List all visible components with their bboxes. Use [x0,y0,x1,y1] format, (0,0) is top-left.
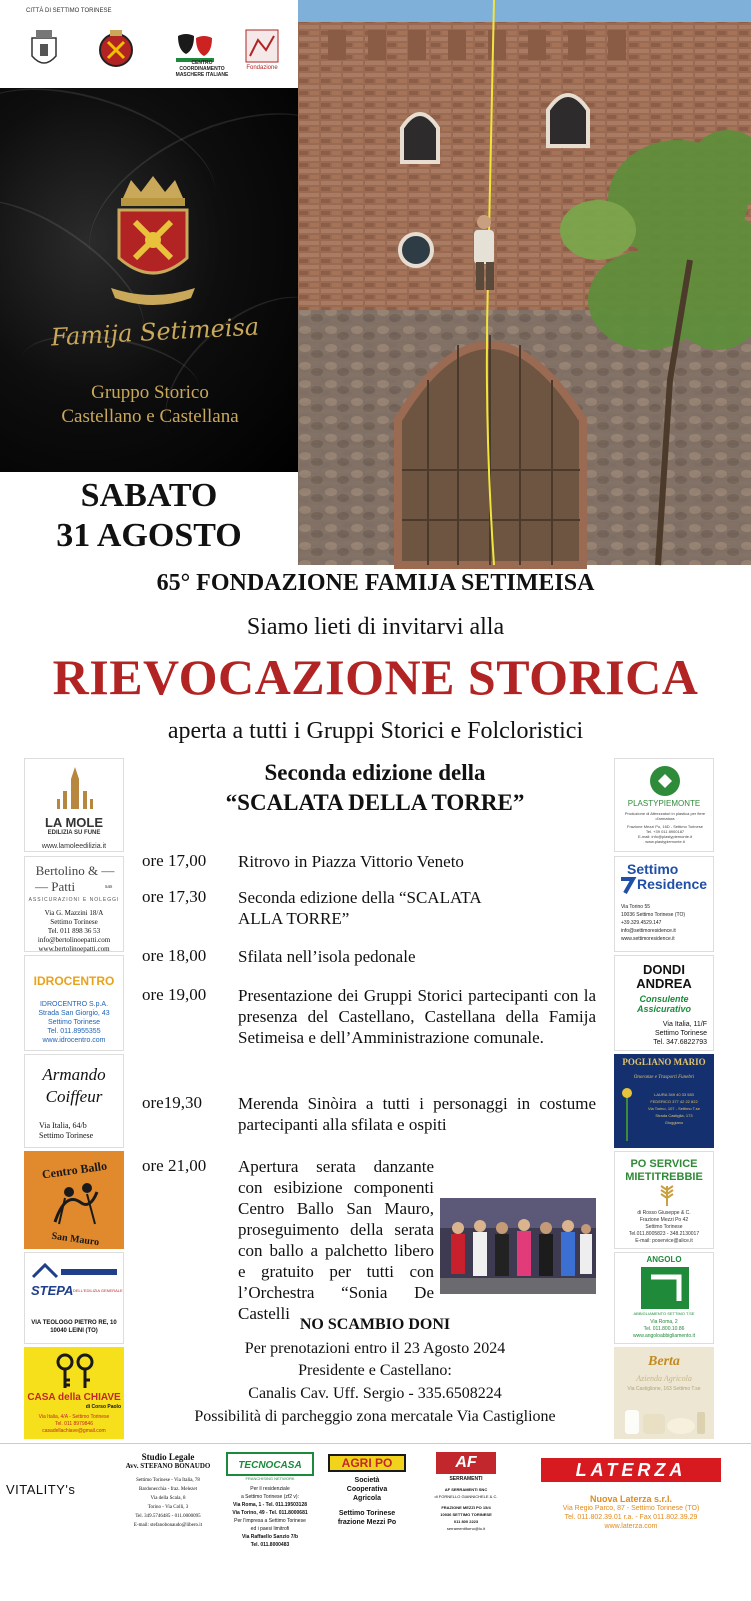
tecnocasa-l8: Tel. 011.8000483 [250,1542,290,1548]
armando-details [39,1121,93,1141]
angolo-tel: Tel. 011.800.10.86 [643,1326,685,1332]
plasty-details [619,811,711,844]
tecnocasa-sub: FRANCHISING NETWORK [245,1476,295,1481]
idrocentro-details [25,1000,123,1045]
programme-time: ore19,30 [142,1093,202,1112]
idrocentro-l4: Tel. 011.8955355 [47,1028,101,1035]
pogliano-l5: Gioggiano [664,1120,684,1125]
famija-setimeisa-script: Famija Setimeisa [50,312,260,352]
programme-text: Seconda edizione della “SCALATA ALLA TORRE” [238,888,481,928]
invito-line: Siamo lieti di invitarvi alla [246,614,505,640]
pogliano-flower-icon [621,1085,633,1141]
programme-text: Ritrovo in Piazza Vittorio Veneto [238,852,464,871]
af-l3: FRAZIONE MEZZI PO 15/4 [441,1505,491,1510]
af-l2: di FORNELLO GIANNICHELE & C. [434,1494,498,1499]
parcheggio-line: Possibilità di parcheggio zona mercatale Via Castiglione [194,1408,556,1425]
studio-l4: Torino - Via Colli, 3 [147,1505,189,1510]
angolo-details [615,1319,713,1340]
berta-addr: Via Castiglione, 163 Settimo T.se [627,1386,701,1392]
dondi-addr1: Via Italia, 11/F [662,1021,707,1028]
sponsor-pogliano [614,1054,714,1148]
bertolino-details [25,909,123,954]
studio-details [118,1476,218,1530]
tower-photo [298,0,751,565]
idrocentro-l1: IDROCENTRO S.p.A. [39,1001,109,1008]
programme-time: ore 21,00 [142,1156,207,1175]
settimo-web: www.settimoresidence.it [621,936,675,942]
laterza-l4: www.laterza.com [604,1523,658,1530]
agripo-l3: Agricola [352,1495,381,1502]
programme-text: Presentazione dei Gruppi Storici partecipanti con la presenza del Castellano, Castellana della Famija Setimeisa e dell’Amministrazione comunale. [238,986,596,1047]
settimo-name2: Residence [637,876,708,892]
af-l1: AF SERRAMENTI SNC [444,1487,488,1492]
prenotazioni-line: Per prenotazioni entro il 23 Agosto 2024 [244,1340,506,1357]
famija-round-crest-icon [98,26,134,72]
agripo-name: AGRI PO [328,1454,406,1472]
agripo-l1: Società [354,1477,380,1484]
tecnocasa-name: TECNOCASA [238,1460,302,1471]
gruppo-storico-line: Gruppo Storico [91,382,209,403]
idrocentro-l2: Strada San Giorgio, 43 [38,1010,110,1017]
bertolino-tel: Tel. 011 898 36 53 [47,927,101,935]
programme-text-main: Apertura serata danzante con esibizione componenti Centro Ballo San Mauro, proseguimento della serata con ballo a palchetto libero e gratuito per tutti con l’Orchestra “Sonia De Castelli [238,1157,434,1323]
po-service-l1: di Rosso Giuseppe & C. [637,1210,691,1216]
centro-ballo-top: Centro Ballo [41,1158,108,1182]
plasty-tel: Tel. +39 011 8900187 [645,829,685,834]
dondi-role1: Consulente [639,994,689,1004]
casa-details [25,1414,123,1435]
settimo-mail: info@settimoresidence.it [621,928,676,934]
bertolino-web: www.bertolinoepatti.com [38,945,110,953]
settimo-city-crest-icon [26,26,62,72]
tecnocasa-l5: Per l'impresa a Settimo Torinese [234,1518,306,1524]
dondi-details [615,1020,707,1047]
tower-climb-image [298,0,751,565]
pogliano-l4: Strada Castiglia, 173 [655,1113,693,1118]
pogliano-l1: LAURA 349 40 33 583 [654,1092,694,1097]
af-l5: 011 800 2223 [453,1519,479,1524]
studio-l6: E-mail: stefanobonaudo@libero.it [133,1523,203,1528]
maschere-label: CENTRO COORDINAMENTO MASCHERE ITALIANE [175,60,229,78]
laterza-l1: Nuova Laterza s.r.l. [589,1494,673,1504]
af-l6: serramentiforno@lo.it [446,1526,486,1531]
dancers-photo [440,1198,596,1294]
settimo-addr1: Via Torino 55 [621,904,651,910]
dondi-name2: ANDREA [636,976,692,991]
fondazione-heading: 65° FONDAZIONE FAMIJA SETIMEISA [156,570,595,596]
agripo-details [322,1476,412,1527]
po-service-name2: MIETITREBBIE [625,1171,703,1183]
sponsor-berta [614,1347,714,1439]
stepa-sub: DELL'EDILIZIA GENERALE [73,1288,123,1293]
berta-name: Berta [648,1354,680,1369]
pogliano-l3: Via Torino, 107 - Settimo T.se [647,1106,701,1111]
keys-icon [53,1352,97,1390]
stepa-name: STEPA [31,1283,74,1298]
laterza-details [518,1504,744,1531]
tecnocasa-l6: ed i paesi limitrofi [250,1526,290,1532]
wheat-icon [655,1184,679,1206]
angolo-name: ANGOLO [646,1255,682,1264]
pogliano-name: POGLIANO MARIO [622,1057,706,1067]
po-service-l2: Frazione Mezzi Po 42 [639,1217,689,1223]
studio-name1: Studio Legale [141,1452,195,1462]
armando-name1: Armando [42,1065,106,1084]
angolo-logo-icon [641,1267,689,1309]
bertolino-addr1: Via G. Mazzini 18/A [44,909,104,917]
sponsor-plasty [614,758,714,852]
pogliano-l2: FEDERICO 377 42 22 822 [650,1099,698,1104]
bertolino-tag: ASSICURAZIONI E NOLEGGI [28,897,120,903]
sponsor-po-service [614,1151,714,1249]
bertolino-name1: Bertolino & — [35,863,115,878]
tecnocasa-l1: Per il residenziale [250,1486,290,1492]
sponsor-studio-legale [118,1452,218,1552]
dondi-role2: Assicurativo [636,1004,692,1014]
tecnocasa-l4: Via Torino, 49 - Tel. 011.8000681 [232,1510,308,1516]
presidente-line: Presidente e Castellano: [298,1362,452,1379]
laterza-l3: Tel. 011.802.39.01 r.a. - Fax 011.802.39.29 [564,1514,698,1521]
studio-l5: Tel. 349.5746485 - 011.0000095 [135,1514,201,1519]
settimo-seven-icon [619,877,635,895]
agripo-l2: Cooperativa [346,1486,388,1493]
dondi-name1: DONDI [643,962,685,977]
event-date-block [0,472,298,562]
angolo-addr: Via Roma, 2 [650,1319,678,1325]
po-service-l5: E-mail: poservice@alice.it [635,1238,693,1244]
programme-time: ore 17,00 [142,851,207,870]
programme-time: ore 18,00 [142,946,207,965]
sponsor-centro-ballo [24,1151,124,1249]
tecnocasa-l2: a Settimo Torinese (zf2 v): [241,1494,299,1500]
armando-addr1: Via Italia, 64/b [39,1121,87,1130]
sponsor-laterza [518,1452,744,1552]
logo-caption: CITTÀ DI SETTIMO TORINESE [26,8,112,14]
sponsor-tecnocasa [222,1452,318,1552]
programme-text: Sfilata nell’isola pedonale [238,947,416,966]
footer-sponsors [0,1443,751,1601]
stepa-house-icon [31,1257,119,1279]
studio-l2: Bardonecchia - fraz. Melezet [138,1487,198,1492]
bertolino-name2: — Patti [35,879,76,894]
plasty-addr: Frazione Mezzi Po, 16D - Settimo Torinese [627,824,703,829]
lamole-web: www.lamoleedilizia.it [41,843,107,850]
po-service-name1: PO SERVICE [630,1158,698,1170]
af-sub: SERRAMENTI [449,1476,483,1482]
armando-name2: Coiffeur [45,1087,103,1106]
programme-time: ore 17,30 [142,887,207,906]
af-l4: 10036 SETTIMO TORINESE [440,1512,492,1517]
tecnocasa-l7: Via Raffaello Sanzio 7/b [241,1534,299,1540]
programme-text: Merenda Sinòira a tutti i personaggi in costume partecipanti alla sfilata e ospiti [238,1094,596,1134]
plasty-mail: E-mail: info@plastypiemonte.it [637,834,693,839]
settimo-addr2: 10036 Settimo Torinese (TO) [621,912,686,918]
logo-strip [0,0,298,88]
sponsor-af-serramenti [418,1452,514,1552]
bertolino-addr2: Settimo Torinese [50,918,98,926]
angolo-sub: ABBIGLIAMENTO SETTIMO T.SE [633,1311,695,1316]
agripo-l4: Settimo Torinese [338,1510,396,1517]
settimo-name1: Settimo [627,861,679,877]
plasty-logo-icon [649,765,681,797]
pogliano-sub: Onoranze e Trasporti Funebri [633,1075,695,1080]
sponsor-agripo [322,1452,412,1552]
header-left-panel [0,0,298,475]
studio-name2: Avv. STEFANO BONAUDO [125,1462,211,1470]
castellano-castellana-line: Castellano e Castellana [61,406,239,427]
studio-l1: Settimo Torinese - Via Italia, 78 [136,1478,200,1483]
scalata-heading: “SCALATA DELLA TORRE” [225,790,525,815]
casa-addr: Via Italia, 4/A - Settimo Torinese [38,1414,110,1420]
lamole-name: LA MOLE [44,815,103,830]
agripo-l5: frazione Mezzi Po [337,1519,397,1526]
af-name: AF [436,1452,496,1474]
pogliano-details [637,1091,711,1126]
idrocentro-name: IDROCENTRO [33,974,115,988]
sponsor-casa-chiave [24,1347,124,1439]
armando-addr2: Settimo Torinese [39,1131,94,1140]
laterza-name: LATERZA [541,1458,721,1482]
fondazione-label: Fondazione [246,65,278,71]
laterza-l2: Via Regio Parco, 87 - Settimo Torinese (TO) [562,1505,700,1512]
plasty-name: PLASTYPIEMONTE [627,799,701,808]
po-service-l4: Tel.011.8005823 - 348.2130017 [628,1231,700,1237]
stepa-addr2: 10040 LEINI (TO) [50,1328,98,1334]
fondazione-logo-icon [244,26,280,72]
settimo-tel: +39.329.4529.147 [621,920,662,926]
po-service-details [615,1210,713,1245]
berta-sub: Azienda Agricola [636,1374,692,1383]
vitality-logo: VITALITY's [6,1482,76,1497]
dondi-addr2: Settimo Torinese [654,1030,707,1037]
sponsor-settimo-residence [614,856,714,952]
stepa-details [25,1319,123,1335]
stepa-addr1: VIA TEOLOGO PIETRO RE, 10 [31,1320,117,1326]
tecnocasa-l3: Via Roma, 1 - Tel. 011.19503128 [232,1502,308,1508]
seconda-edizione-heading: Seconda edizione della [264,760,486,785]
centro-ballo-logo-icon [25,1152,125,1250]
famija-setimeisa-crest-icon [105,170,201,320]
casa-name1: CASA della CHIAVE [27,1392,121,1403]
sponsor-lamole [24,758,124,852]
sponsor-armando [24,1054,124,1148]
bertolino-sas: sas [105,884,113,890]
angolo-web: www.angoloabbigliamento.it [633,1333,695,1339]
casa-name2: di Corso Paolo [85,1404,121,1410]
event-date: 31 AGOSTO [56,517,242,554]
main-title: RIEVOCAZIONE STORICA [52,649,699,705]
sponsor-idrocentro [24,955,124,1051]
po-service-l3: Settimo Torinese [645,1224,683,1230]
plasty-web: www.plastypiemonte.it [645,839,685,844]
no-scambio-doni: NO SCAMBIO DONI [299,1316,451,1333]
sponsor-dondi [614,955,714,1051]
casa-tel: Tel. 011 8979846 [55,1421,93,1427]
idrocentro-l3: Settimo Torinese [47,1019,100,1026]
contact-line: Canalis Cav. Uff. Sergio - 335.6508224 [248,1385,502,1402]
dondi-tel: Tel. 347.6822793 [653,1039,707,1046]
programme-text [238,1156,596,1323]
event-day: SABATO [80,477,218,514]
berta-dairy-icon [621,1400,709,1436]
settimo-details [621,903,685,943]
studio-l3: Via della Scala, 8 [150,1496,186,1501]
aperta-line: aperta a tutti i Gruppi Storici e Folcloristici [167,718,584,744]
lamole-sub: EDILIZIA SU FUNE [47,830,101,836]
tecnocasa-details [222,1485,318,1549]
sponsor-bertolino [24,856,124,952]
sponsor-angolo [614,1252,714,1344]
programme-time: ore 19,00 [142,985,207,1004]
casa-mail: casadellachiave@gmail.com [42,1428,106,1434]
sponsor-stepa [24,1252,124,1344]
centro-ballo-bottom: San Mauro [50,1230,100,1249]
idrocentro-l5: www.idrocentro.com [42,1037,106,1044]
lamole-tower-icon [57,765,93,811]
plasty-desc: Produzione di Attrezzatori in plastica per fiere d'armatura [624,811,706,821]
af-details [418,1486,514,1532]
bertolino-mail: info@bertolinoepatti.com [37,936,111,944]
